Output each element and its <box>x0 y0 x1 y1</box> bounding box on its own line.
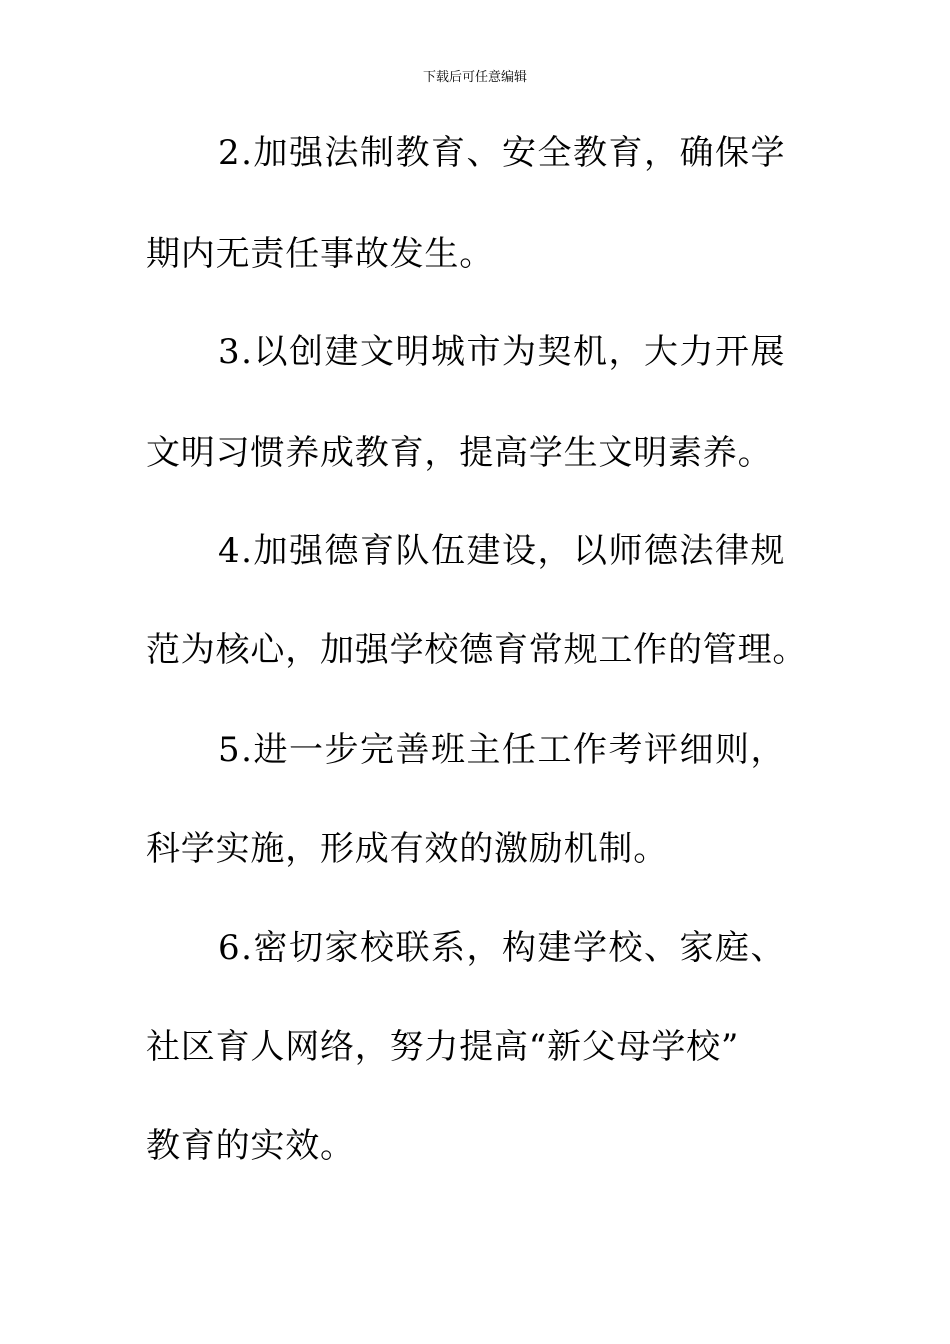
page-header: 下载后可任意编辑 <box>422 70 527 85</box>
paragraph-line: 社区育人网络，努力提高“新父母学校” <box>146 1027 740 1067</box>
paragraph-line: 文明习惯养成教育，提高学生文明素养。 <box>146 433 773 473</box>
paragraph-line: 3.以创建文明城市为契机，大力开展 <box>218 332 786 372</box>
paragraph-line: 2.加强法制教育、安全教育，确保学 <box>218 133 786 173</box>
paragraph-line: 教育的实效。 <box>146 1126 355 1166</box>
paragraph-line: 科学实施，形成有效的激励机制。 <box>146 829 668 869</box>
paragraph-line: 4.加强德育队伍建设，以师德法律规 <box>218 531 786 571</box>
paragraph-line: 范为核心，加强学校德育常规工作的管理。 <box>146 630 808 670</box>
paragraph-line: 期内无责任事故发生。 <box>146 234 494 274</box>
paragraph-line: 6.密切家校联系，构建学校、家庭、 <box>218 928 786 968</box>
paragraph-line: 5.进一步完善班主任工作考评细则， <box>218 730 786 770</box>
